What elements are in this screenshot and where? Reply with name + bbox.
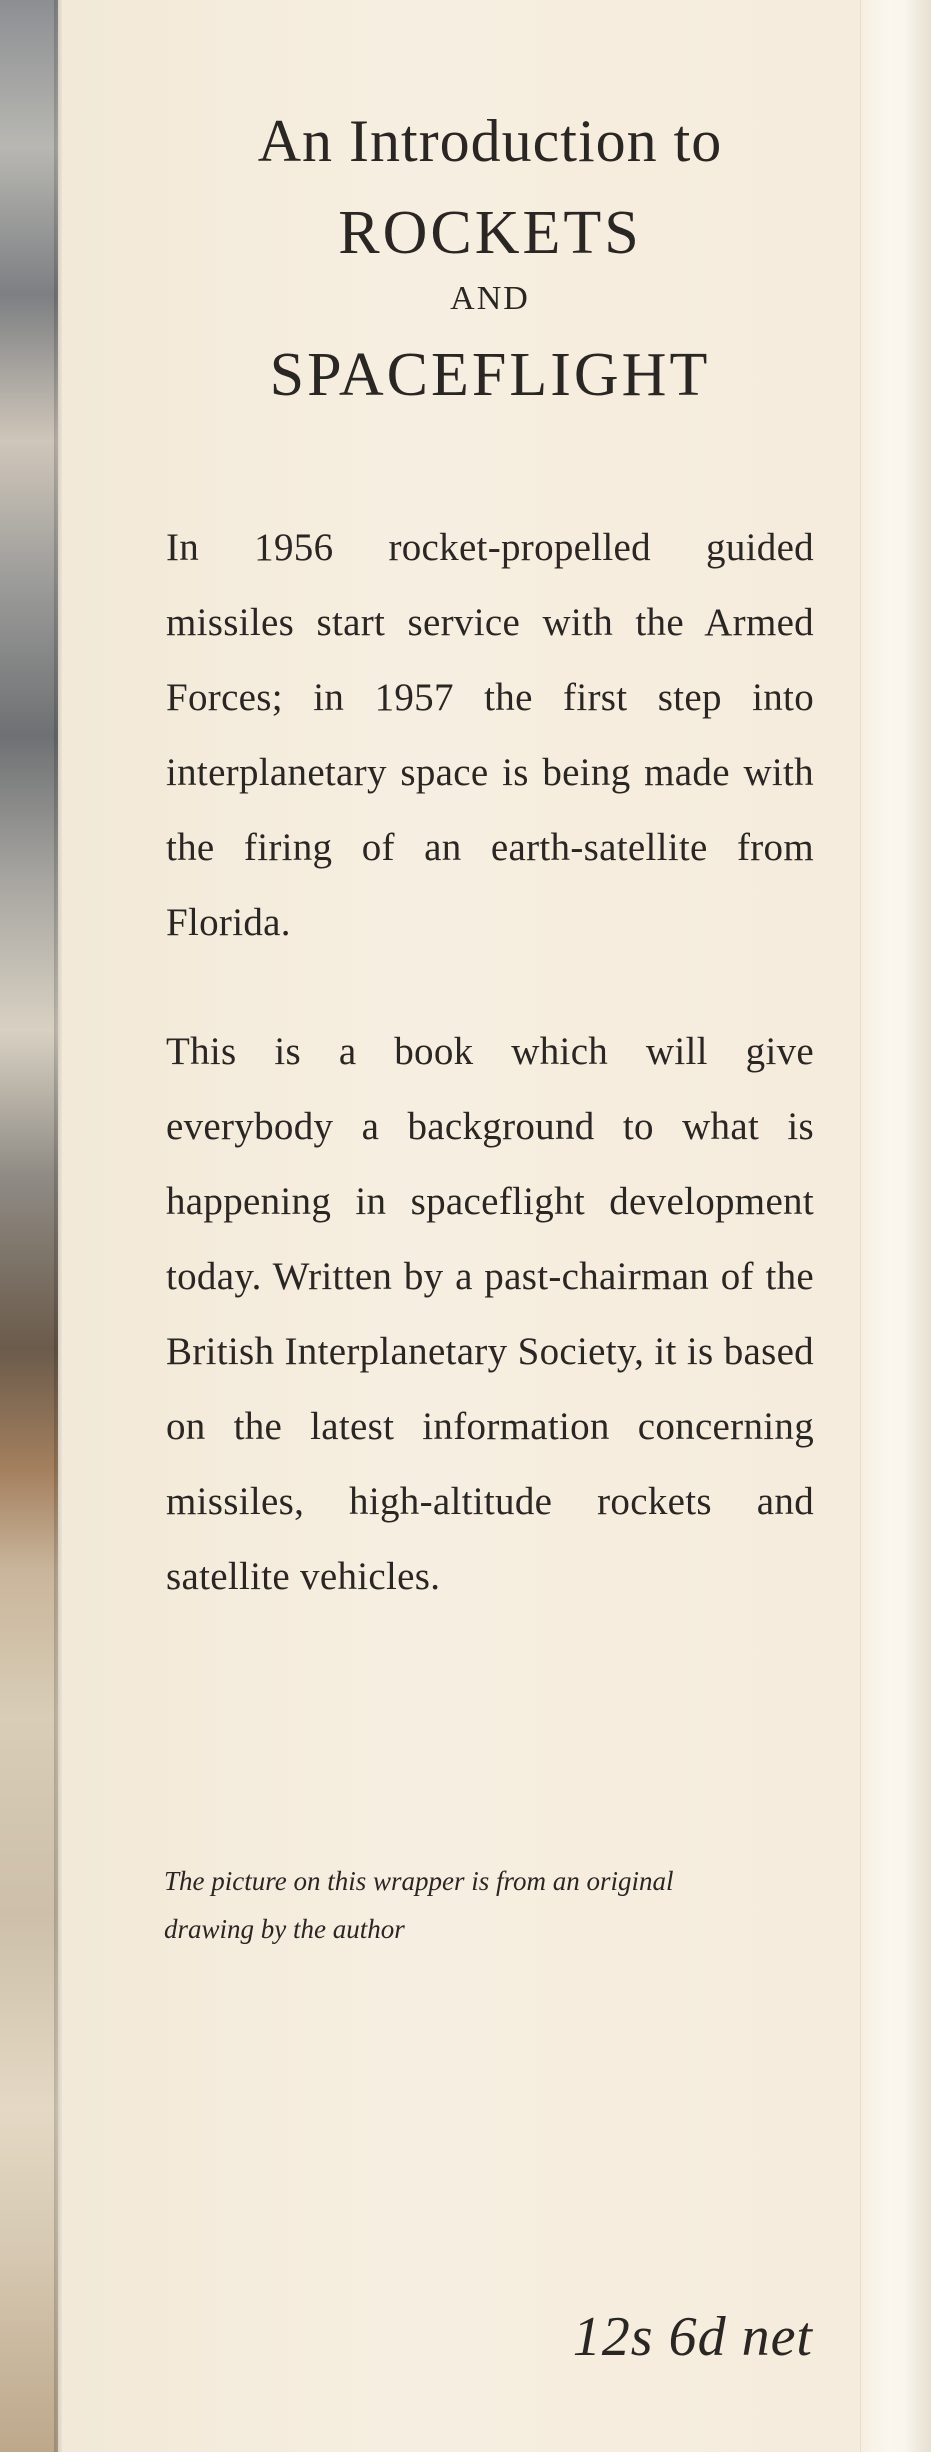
title-line-spaceflight: SPACEFLIGHT <box>269 341 711 409</box>
blurb-paragraph-2: This is a book which will give everybody a background to what is happening in spaceflight development today. Written by a past-chairman of the British Interplanetary Society, it is based on the latest information concerning missiles, high-altitude rockets and satellite vehicles. <box>166 1030 814 1598</box>
title-line-rockets: ROCKETS <box>338 199 642 267</box>
blurb-paragraph-1: In 1956 rocket-propelled guided missiles start service with the Armed Forces; in 1957 the first step into interplanetary space is being made with the firing of an earth-satellite from Florida. <box>166 526 814 944</box>
title-line-intro: An Introduction to <box>257 108 723 174</box>
cover-spine-strip <box>0 0 58 2452</box>
book-title <box>100 105 880 413</box>
page-right-edge-shadow <box>905 0 931 2452</box>
title-line-and: AND <box>450 280 530 317</box>
price-label: 12s 6d net <box>572 2306 813 2368</box>
illustration-credit: The picture on this wrapper is from an original drawing by the author <box>164 1866 674 1944</box>
